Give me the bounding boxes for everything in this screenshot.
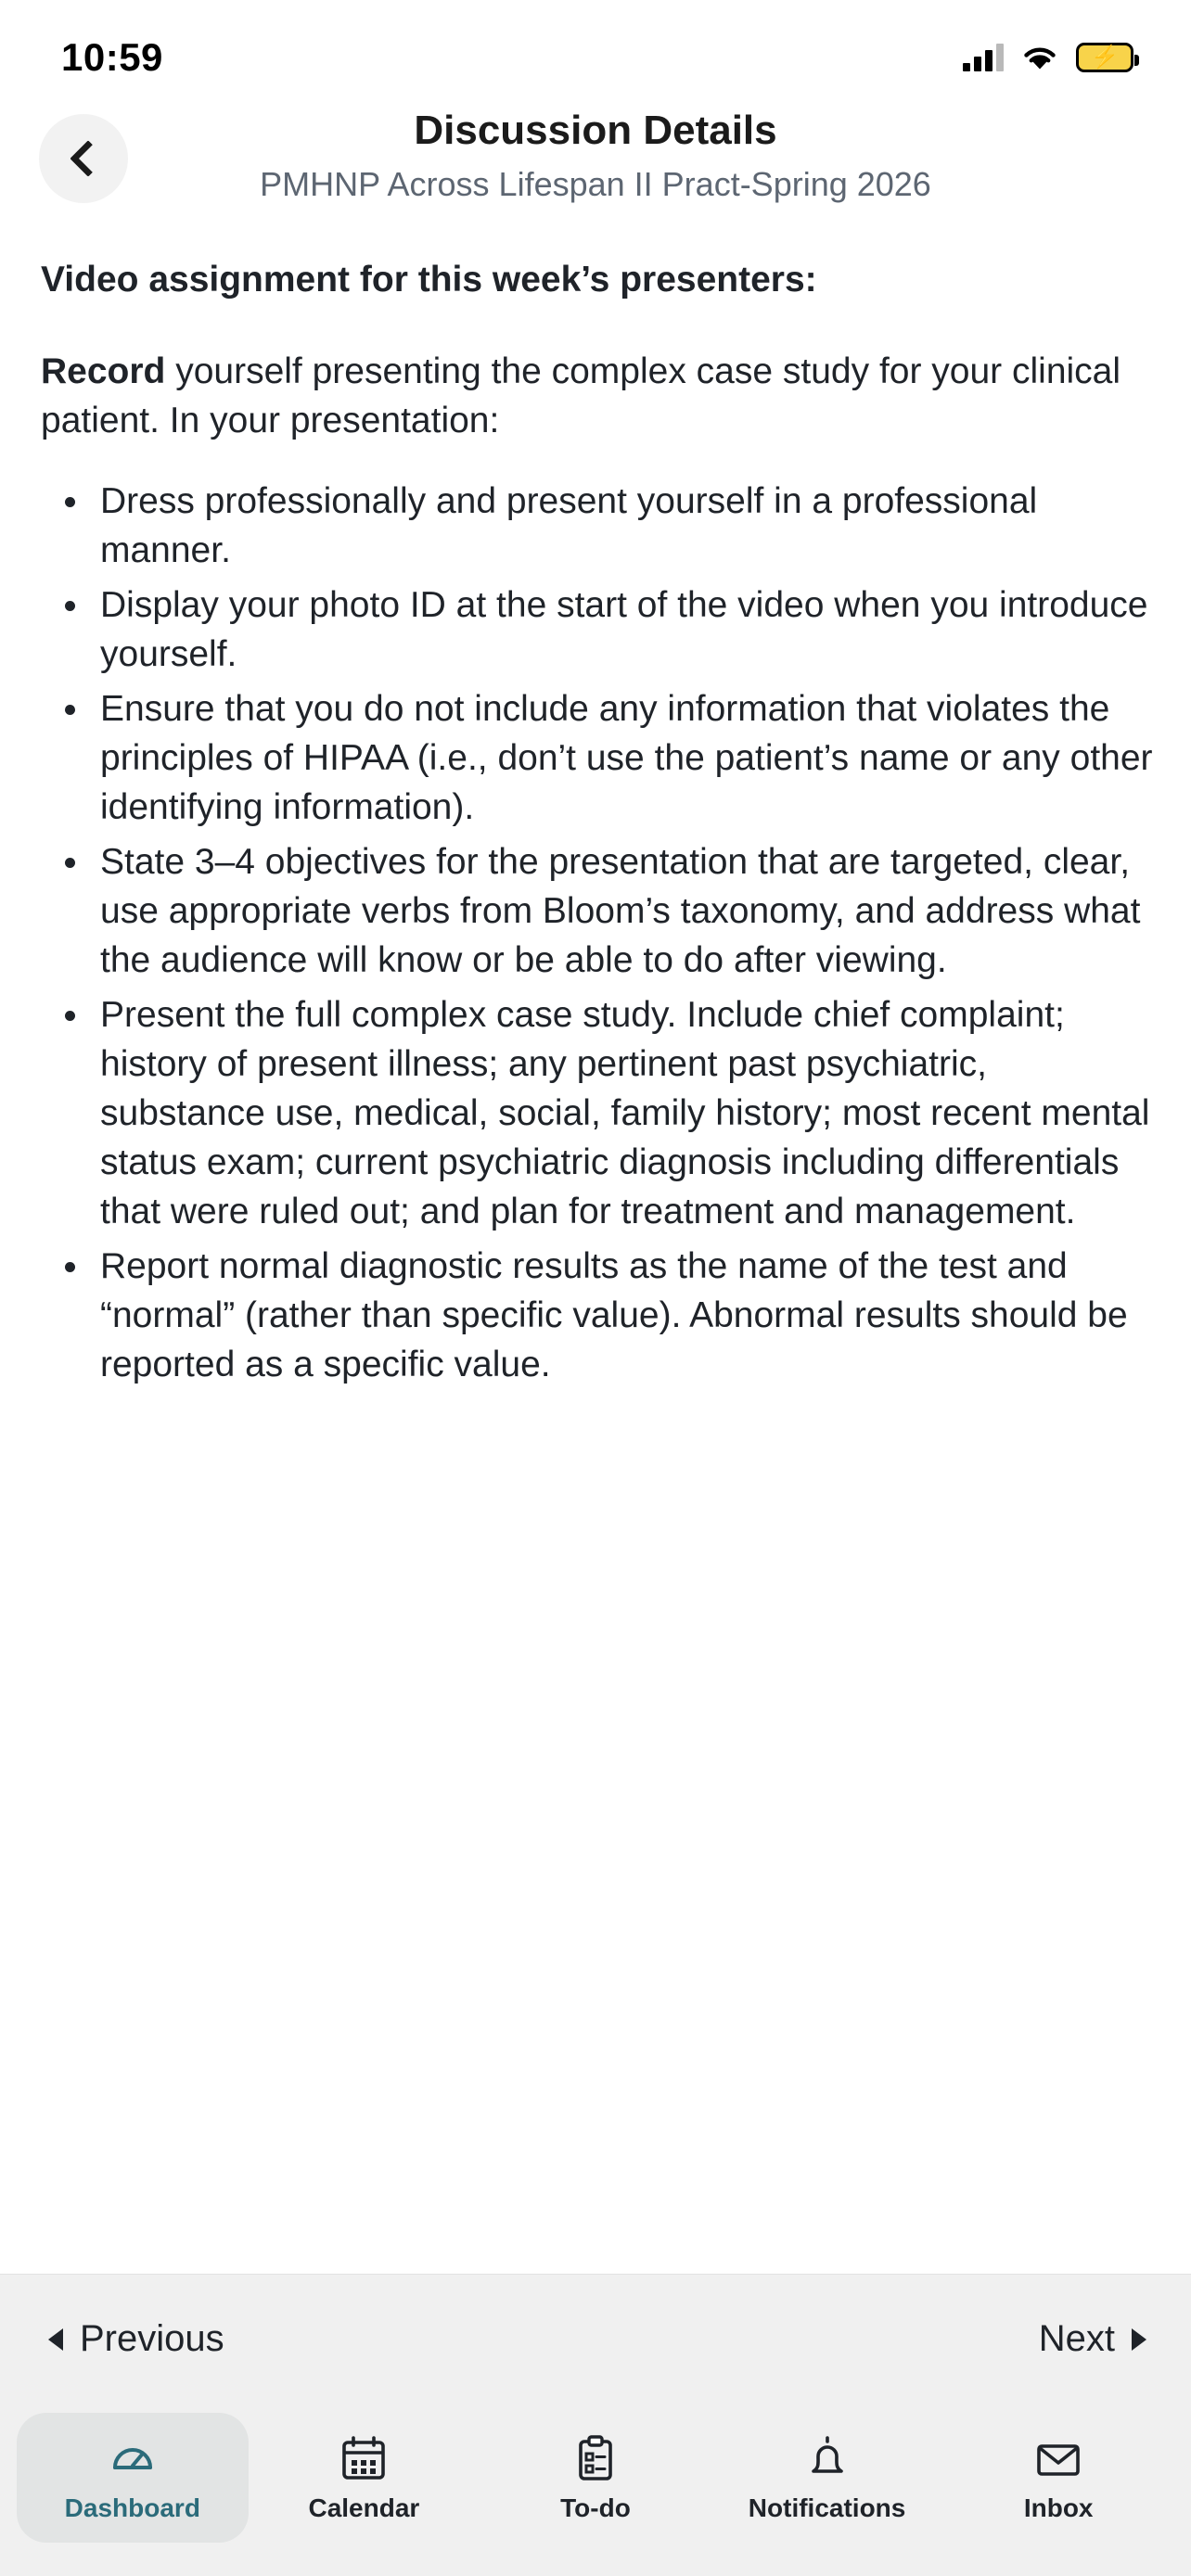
tab-label: To-do: [560, 2493, 631, 2522]
discussion-body: [0, 238, 1191, 1390]
tab-calendar[interactable]: [249, 2413, 480, 2543]
chevron-left-icon: [48, 2328, 63, 2351]
next-label: Next: [1038, 2318, 1115, 2359]
chevron-right-icon: [1132, 2328, 1146, 2351]
status-indicators: [963, 26, 1133, 72]
battery-charging-icon: ⚡: [1076, 43, 1133, 72]
assignment-intro-bold: Record: [41, 351, 166, 391]
envelope-icon: [1033, 2432, 1083, 2486]
back-button[interactable]: [39, 114, 128, 203]
tab-label: Inbox: [1023, 2493, 1094, 2522]
bottom-tab-bar: [0, 2404, 1191, 2576]
tab-dashboard[interactable]: [17, 2413, 249, 2543]
list-item: State 3–4 objectives for the presentation that are targeted, clear, use appropriate verbs from Bloom’s taxonomy, and address what the audience will know or be able to do after viewing.: [45, 837, 1158, 985]
course-subtitle: PMHNP Across Lifespan II Pract-Spring 2026: [260, 164, 931, 203]
list-item: Display your photo ID at the start of the video when you introduce yourself.: [45, 580, 1158, 679]
dashboard-gauge-icon: [106, 2432, 160, 2486]
wifi-icon: [1020, 43, 1059, 72]
assignment-heading: Video assignment for this week’s presenters:: [41, 259, 817, 300]
tab-label: Notifications: [748, 2493, 906, 2522]
tab-inbox[interactable]: [942, 2413, 1174, 2543]
list-item: Dress professionally and present yourself in a professional manner.: [45, 477, 1158, 575]
tab-label: Dashboard: [64, 2493, 200, 2522]
cellular-signal-icon: [963, 44, 1004, 71]
tab-label: Calendar: [308, 2493, 420, 2522]
status-time: 10:59: [61, 34, 163, 79]
list-item: Report normal diagnostic results as the name of the test and “normal” (rather than specific value). Abnormal results should be reported as a specific value.: [45, 1242, 1158, 1389]
page-title: Discussion Details: [414, 108, 777, 153]
assignment-intro: [41, 347, 1158, 445]
previous-button[interactable]: [48, 2318, 224, 2360]
previous-label: Previous: [80, 2318, 224, 2359]
page-header: [0, 97, 1191, 238]
clipboard-list-icon: [573, 2432, 618, 2486]
next-button[interactable]: [1039, 2318, 1146, 2360]
calendar-icon: [339, 2432, 388, 2486]
pagination-bar: [0, 2274, 1191, 2404]
assignment-requirements-list: [45, 477, 1158, 1390]
bell-icon: [804, 2432, 851, 2486]
list-item: Ensure that you do not include any information that violates the principles of HIPAA (i.e., don’t use the patient’s name or any other identifying information).: [45, 684, 1158, 832]
tab-notifications[interactable]: [711, 2413, 943, 2543]
assignment-intro-rest: yourself presenting the complex case study for your clinical patient. In your presentation:: [41, 351, 1121, 440]
status-bar: [0, 0, 1191, 97]
back-chevron-icon: [70, 140, 107, 177]
list-item: Present the full complex case study. Include chief complaint; history of present illness; any pertinent past psychiatric, substance use, medical, social, family history; most recent mental status exam; current psychiatric diagnosis including differentials that were ruled out; and plan for treatment and management.: [45, 990, 1158, 1236]
tab-todo[interactable]: [480, 2413, 711, 2543]
